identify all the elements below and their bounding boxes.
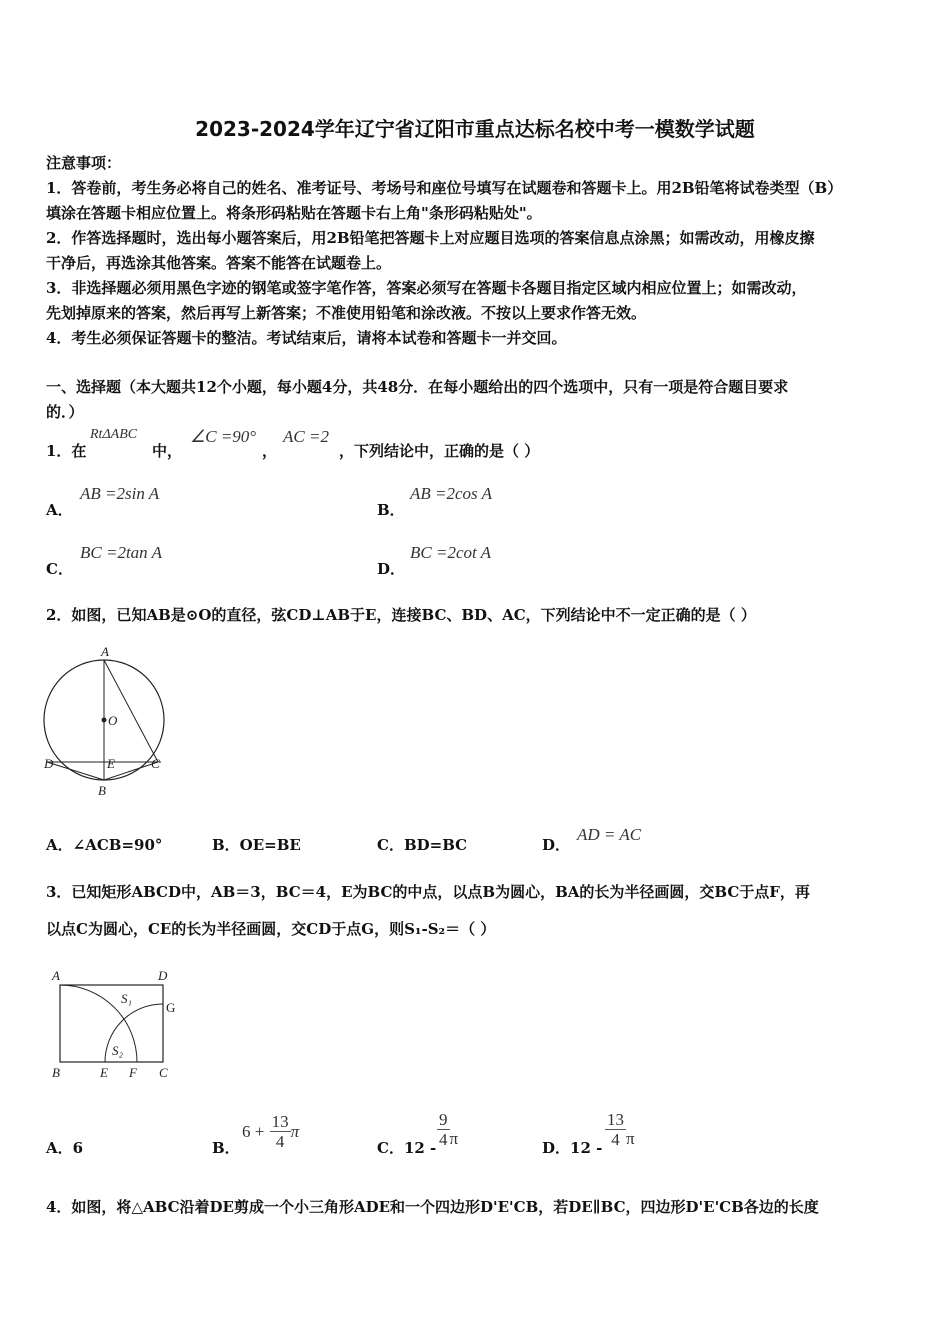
q3-option-d-fraction [605, 1110, 626, 1149]
numerator: 9 [439, 1110, 448, 1129]
section-heading: 一、选择题（本大题共12个小题，每小题4分，共48分．在每小题给出的四个选项中，只有一项是符合题目要求 [46, 378, 789, 396]
q3-option-b-label: B． [212, 1139, 240, 1157]
q2-label-a: A [101, 644, 109, 659]
q2-option-a: A．∠ACB=90° [46, 836, 163, 854]
q1-math-ac: AC =2 [283, 427, 329, 446]
q2-label-e: E [107, 756, 115, 771]
q1-option-a: AB =2sin A [80, 484, 160, 503]
denominator: 4 [275, 1132, 285, 1151]
notice-line: 2．作答选择题时，选出每小题答案后，用2B铅笔把答题卡上对应题目选项的答案信息点涂黑；如需改动，用橡皮擦 [46, 229, 815, 247]
q1-option-d: BC =2cot A [410, 543, 492, 562]
q3-option-c [437, 1110, 458, 1149]
q1-prefix: 1．在 [46, 442, 87, 460]
q1-mid: 中， [152, 442, 183, 460]
q3-label-f: F [129, 1065, 137, 1080]
q2-option-b: B．OE=BE [212, 836, 301, 854]
notice-line: 填涂在答题卡相应位置上。将条形码粘贴在答题卡右上角"条形码粘贴处"。 [46, 204, 542, 222]
numerator: 13 [607, 1110, 624, 1129]
notice-heading: 注意事项： [46, 154, 122, 172]
q3-label-s1: S₁ [121, 991, 133, 1006]
q1-math-triangle: RtΔABC [90, 427, 138, 442]
q3-text-line1: 3．已知矩形ABCD中，AB＝3，BC＝4，E为BC的中点，以点B为圆心，BA的长为半径画圆，交BC于点F，再 [46, 883, 810, 901]
q3-option-c-label: C．12 - [377, 1139, 437, 1157]
q1-suffix: ，下列结论中，正确的是（ ） [339, 442, 540, 460]
q3-option-d-label: D．12 - [542, 1139, 603, 1157]
q2-option-c: C．BD=BC [377, 836, 468, 854]
q4-text: 4．如图，将△ABC沿着DE剪成一个小三角形ADE和一个四边形D'E'CB，若DE∥BC，四边形D'E'CB各边的长度 [46, 1198, 819, 1216]
q1-option-c: BC =2tan A [80, 543, 162, 562]
page-title: 2023-2024学年辽宁省辽阳市重点达标名校中考一模数学试题 [195, 117, 755, 141]
q2-label-o: O [108, 713, 118, 728]
pi: π [449, 1129, 459, 1148]
denominator: 4 [439, 1130, 448, 1149]
q3-option-b [242, 1112, 299, 1151]
notice-line: 干净后，再选涂其他答案。答案不能答在试题卷上。 [46, 254, 392, 272]
q2-option-d-math: AD = AC [577, 825, 642, 844]
q1-option-b-label: B． [377, 501, 405, 519]
q3-label-s2: S₂ [112, 1043, 124, 1058]
q3-option-b-fraction [270, 1112, 291, 1151]
denominator: 4 [611, 1130, 620, 1149]
section-heading-cont: 的．） [46, 403, 84, 421]
notice-line: 4．考生必须保证答题卡的整洁。考试结束后，请将本试卷和答题卡一并交回。 [46, 329, 567, 347]
q3-option-d [605, 1110, 635, 1149]
q3-label-e: E [100, 1065, 108, 1080]
q1-option-c-label: C． [46, 560, 73, 578]
q2-option-d-label: D． [542, 836, 571, 854]
pi: π [626, 1129, 635, 1148]
q1-option-d-label: D． [377, 560, 406, 578]
numerator: 13 [271, 1112, 289, 1131]
q3-label-g: G [166, 1000, 176, 1015]
q3-option-b-pre: 6 + [242, 1122, 265, 1141]
notice-line: 先划掉原来的答案，然后再写上新答案；不准使用铅笔和涂改液。不按以上要求作答无效。 [46, 304, 647, 322]
q3-label-b: B [52, 1065, 60, 1080]
q2-label-d: D [44, 756, 54, 771]
q2-label-c: C [151, 756, 160, 771]
q3-option-c-fraction [437, 1110, 450, 1149]
q1-math-angle: ∠C =90° [190, 427, 257, 446]
q2-label-b: B [98, 783, 106, 798]
q3-label-c: C [159, 1065, 168, 1080]
q1-option-a-label: A． [46, 501, 73, 519]
q1-option-b: AB =2cos A [410, 484, 492, 503]
pi: π [290, 1122, 300, 1141]
q3-text-line2: 以点C为圆心，CE的长为半径画圆，交CD于点G，则S₁-S₂＝（ ） [46, 920, 496, 938]
q3-label-a: A [52, 968, 60, 983]
notice-line: 1．答卷前，考生务必将自己的姓名、准考证号、考场号和座位号填写在试题卷和答题卡上。用2B铅笔将试卷类型（B） [46, 179, 843, 197]
notice-line: 3．非选择题必须用黑色字迹的钢笔或签字笔作答，答案必须写在答题卡各题目指定区域内相应位置上；如需改动， [46, 279, 807, 297]
q3-label-d: D [158, 968, 168, 983]
q2-text: 2．如图，已知AB是⊙O的直径，弦CD⊥AB于E，连接BC、BD、AC，下列结论中不一定正确的是（ ） [46, 606, 756, 624]
q3-option-a: A．6 [46, 1139, 84, 1157]
q1-comma: ， [262, 442, 278, 460]
